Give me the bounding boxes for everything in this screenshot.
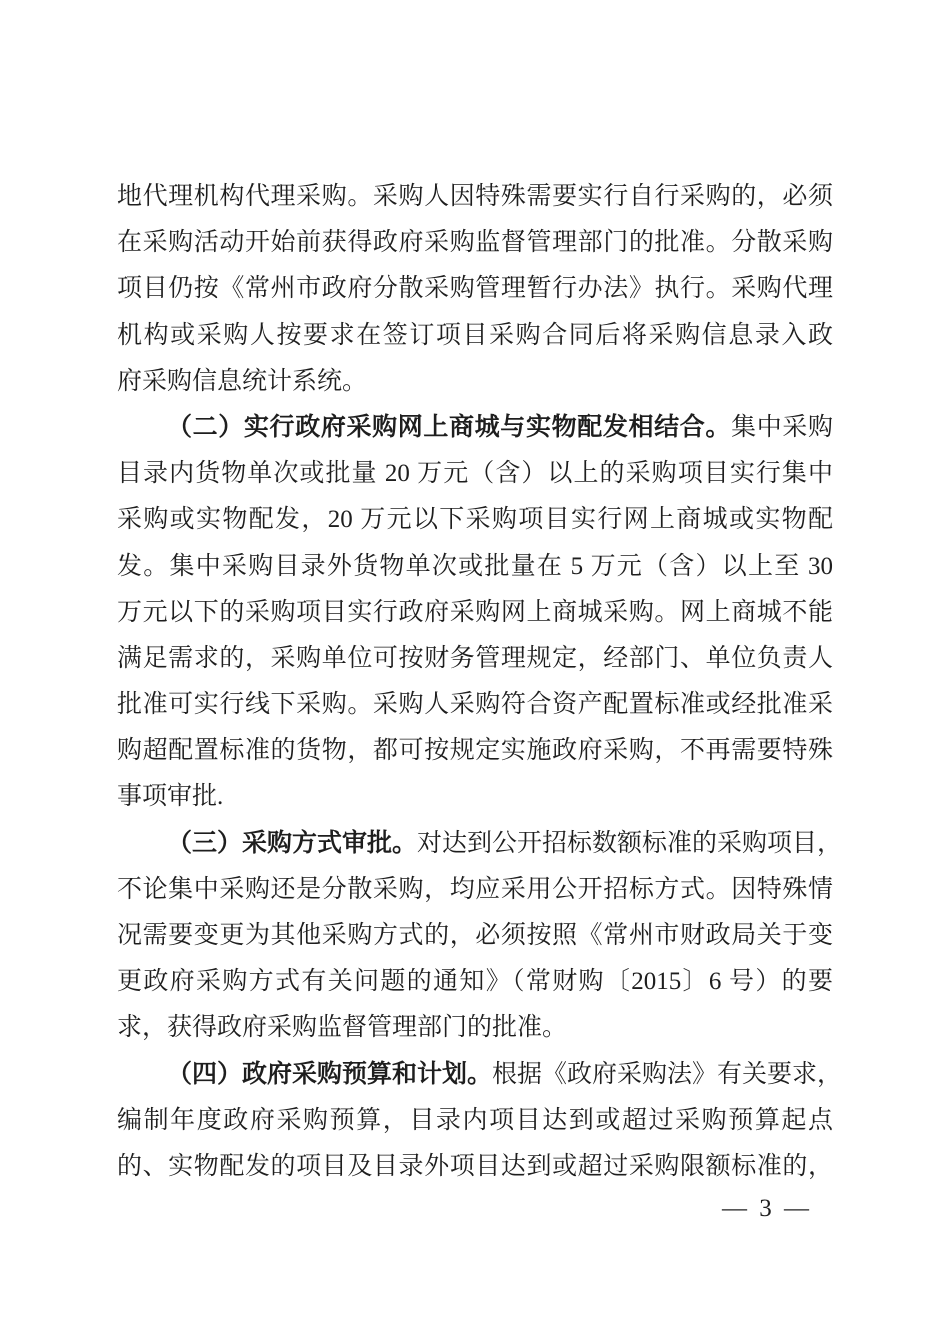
text-line — [117, 959, 833, 1005]
text-line — [117, 728, 833, 774]
text-line — [117, 405, 833, 451]
text-segment: 求，获得政府采购监督管理部门的批准。 — [117, 1014, 568, 1042]
paragraph-section-2 — [117, 405, 833, 821]
text-line — [117, 174, 833, 220]
text-line — [117, 590, 833, 636]
text-line — [117, 867, 833, 913]
paragraph-section-3 — [117, 821, 843, 1052]
text-line — [117, 451, 833, 497]
text-segment: 根据《政府采购法》有关要求， — [492, 1060, 843, 1088]
text-line — [117, 913, 833, 959]
text-line — [117, 774, 833, 820]
paragraph-continuation — [117, 174, 833, 405]
text-line — [117, 1052, 843, 1098]
text-segment: 采购或实物配发，20 万元以下采购项目实行网上商城或实物配 — [117, 506, 833, 534]
text-line — [117, 682, 833, 728]
text-segment: 府采购信息统计系统。 — [117, 367, 368, 395]
section-heading: （四）政府采购预算和计划。 — [167, 1060, 493, 1088]
page-number: — 3 — — [722, 1195, 812, 1222]
text-line — [117, 313, 833, 359]
text-segment: 况需要变更为其他采购方式的，必须按照《常州市财政局关于变 — [117, 922, 833, 949]
text-segment: 在采购活动开始前获得政府采购监督管理部门的批准。分散采购 — [117, 229, 833, 257]
text-segment: 地代理机构代理采购。采购人因特殊需要实行自行采购的，必须 — [117, 183, 833, 210]
text-line — [117, 544, 833, 590]
text-segment: 项目仍按《常州市政府分散采购管理暂行办法》执行。采购代理 — [117, 275, 833, 303]
text-segment: 集中采购 — [731, 413, 833, 441]
text-segment: 更政府采购方式有关问题的通知》（常财购〔2015〕6 号）的要 — [117, 968, 833, 996]
text-segment: 满足需求的，采购单位可按财务管理规定，经部门、单位负责人 — [117, 644, 833, 672]
text-line — [117, 1098, 833, 1144]
text-segment: 目录内货物单次或批量 20 万元（含）以上的采购项目实行集中 — [117, 460, 833, 488]
text-segment: 发。集中采购目录外货物单次或批量在 5 万元（含）以上至 30 — [117, 552, 833, 580]
text-line — [117, 1005, 833, 1051]
text-segment: 的、实物配发的项目及目录外项目达到或超过采购限额标准的， — [117, 1152, 833, 1180]
text-line — [117, 359, 833, 405]
text-segment: 编制年度政府采购预算，目录内项目达到或超过采购预算起点 — [117, 1106, 833, 1134]
section-heading: （三）采购方式审批。 — [167, 829, 418, 857]
section-heading: （二）实行政府采购网上商城与实物配发相结合。 — [167, 413, 732, 441]
text-line — [117, 220, 833, 266]
text-segment: 对达到公开招标数额标准的采购项目， — [417, 829, 843, 857]
text-segment: 万元以下的采购项目实行政府采购网上商城采购。网上商城不能 — [117, 598, 833, 626]
text-line — [117, 1144, 833, 1190]
text-line — [117, 821, 843, 867]
text-line — [117, 636, 833, 682]
text-segment: 购超配置标准的货物，都可按规定实施政府采购，不再需要特殊 — [117, 737, 833, 765]
text-line — [117, 266, 833, 312]
paragraph-section-4 — [117, 1052, 843, 1191]
text-segment: 机构或采购人按要求在签订项目采购合同后将采购信息录入政 — [117, 321, 833, 349]
text-segment: 不论集中采购还是分散采购，均应采用公开招标方式。因特殊情 — [117, 875, 833, 903]
text-segment: 批准可实行线下采购。采购人采购符合资产配置标准或经批准采 — [117, 691, 833, 719]
text-line — [117, 497, 833, 543]
text-segment: 事项审批. — [117, 783, 224, 811]
document-body — [117, 174, 843, 1190]
